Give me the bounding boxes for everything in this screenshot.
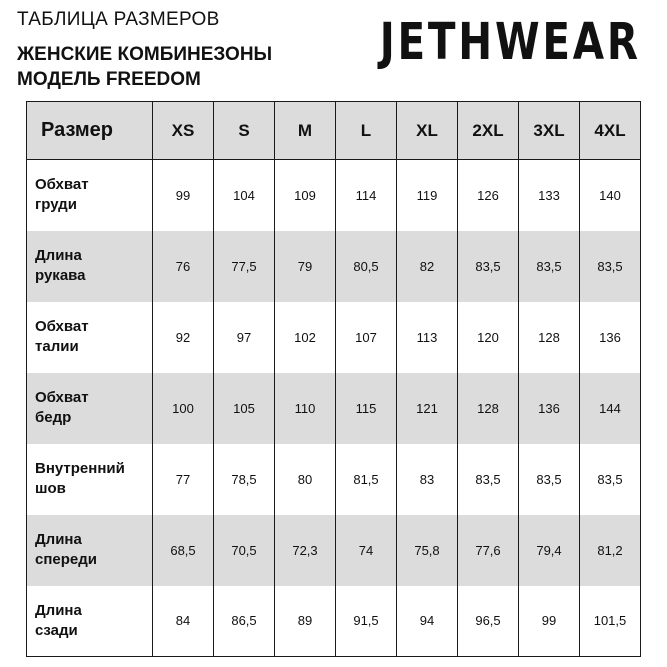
measurement-value: 126 [458,160,519,231]
measurement-value: 97 [214,302,275,373]
size-header-4xl: 4XL [580,102,641,160]
measurement-value: 75,8 [397,515,458,586]
size-header-row [27,102,641,160]
table-row [27,515,641,586]
measurement-value: 84 [153,586,214,657]
measurement-value: 77,5 [214,231,275,302]
measurement-value: 128 [458,373,519,444]
measurement-value: 99 [519,586,580,657]
measurement-value: 107 [336,302,397,373]
measurement-value: 104 [214,160,275,231]
size-header-xl: XL [397,102,458,160]
header [17,10,272,92]
size-column-header: Размер [27,102,153,160]
brand-logo: JETHWEAR [379,12,641,72]
table-row [27,373,641,444]
measurement-value: 86,5 [214,586,275,657]
measurement-value: 96,5 [458,586,519,657]
measurement-value: 119 [397,160,458,231]
measurement-value: 89 [275,586,336,657]
size-header-3xl: 3XL [519,102,580,160]
measurement-label: Длина сзади [27,586,153,657]
measurement-value: 83,5 [519,231,580,302]
measurement-value: 109 [275,160,336,231]
measurement-value: 105 [214,373,275,444]
measurement-label: Обхват талии [27,302,153,373]
measurement-value: 101,5 [580,586,641,657]
measurement-value: 136 [519,373,580,444]
size-chart-table [26,101,641,657]
measurement-value: 83,5 [519,444,580,515]
measurement-value: 92 [153,302,214,373]
measurement-value: 128 [519,302,580,373]
measurement-value: 121 [397,373,458,444]
measurement-value: 76 [153,231,214,302]
measurement-value: 83,5 [580,444,641,515]
measurement-value: 80,5 [336,231,397,302]
measurement-value: 79 [275,231,336,302]
measurement-value: 82 [397,231,458,302]
product-category-title: ЖЕНСКИЕ КОМБИНЕЗОНЫ [17,44,273,65]
measurement-value: 79,4 [519,515,580,586]
measurement-value: 74 [336,515,397,586]
measurement-value: 77 [153,444,214,515]
table-row [27,231,641,302]
measurement-value: 83,5 [458,231,519,302]
document-subtitle: ТАБЛИЦА РАЗМЕРОВ [17,9,220,30]
measurement-value: 68,5 [153,515,214,586]
measurement-value: 113 [397,302,458,373]
measurement-label: Внутренний шов [27,444,153,515]
measurement-value: 99 [153,160,214,231]
measurement-value: 140 [580,160,641,231]
table-row [27,586,641,657]
measurement-value: 70,5 [214,515,275,586]
measurement-value: 81,5 [336,444,397,515]
measurement-value: 114 [336,160,397,231]
measurement-value: 120 [458,302,519,373]
size-header-m: M [275,102,336,160]
measurement-label: Обхват бедр [27,373,153,444]
table-row [27,444,641,515]
measurement-value: 100 [153,373,214,444]
measurement-value: 83 [397,444,458,515]
measurement-value: 94 [397,586,458,657]
table-row [27,302,641,373]
measurement-value: 72,3 [275,515,336,586]
measurement-label: Обхват груди [27,160,153,231]
size-header-s: S [214,102,275,160]
measurement-label: Длина спереди [27,515,153,586]
measurement-value: 115 [336,373,397,444]
measurement-value: 110 [275,373,336,444]
size-header-xs: XS [153,102,214,160]
measurement-value: 133 [519,160,580,231]
measurement-value: 81,2 [580,515,641,586]
measurement-value: 144 [580,373,641,444]
measurement-value: 136 [580,302,641,373]
measurement-value: 83,5 [458,444,519,515]
measurement-value: 78,5 [214,444,275,515]
measurement-value: 83,5 [580,231,641,302]
measurement-value: 77,6 [458,515,519,586]
model-title: МОДЕЛЬ FREEDOM [17,69,201,90]
measurement-value: 102 [275,302,336,373]
measurement-label: Длина рукава [27,231,153,302]
measurement-value: 80 [275,444,336,515]
size-header-2xl: 2XL [458,102,519,160]
size-header-l: L [336,102,397,160]
measurement-value: 91,5 [336,586,397,657]
table-row [27,160,641,231]
